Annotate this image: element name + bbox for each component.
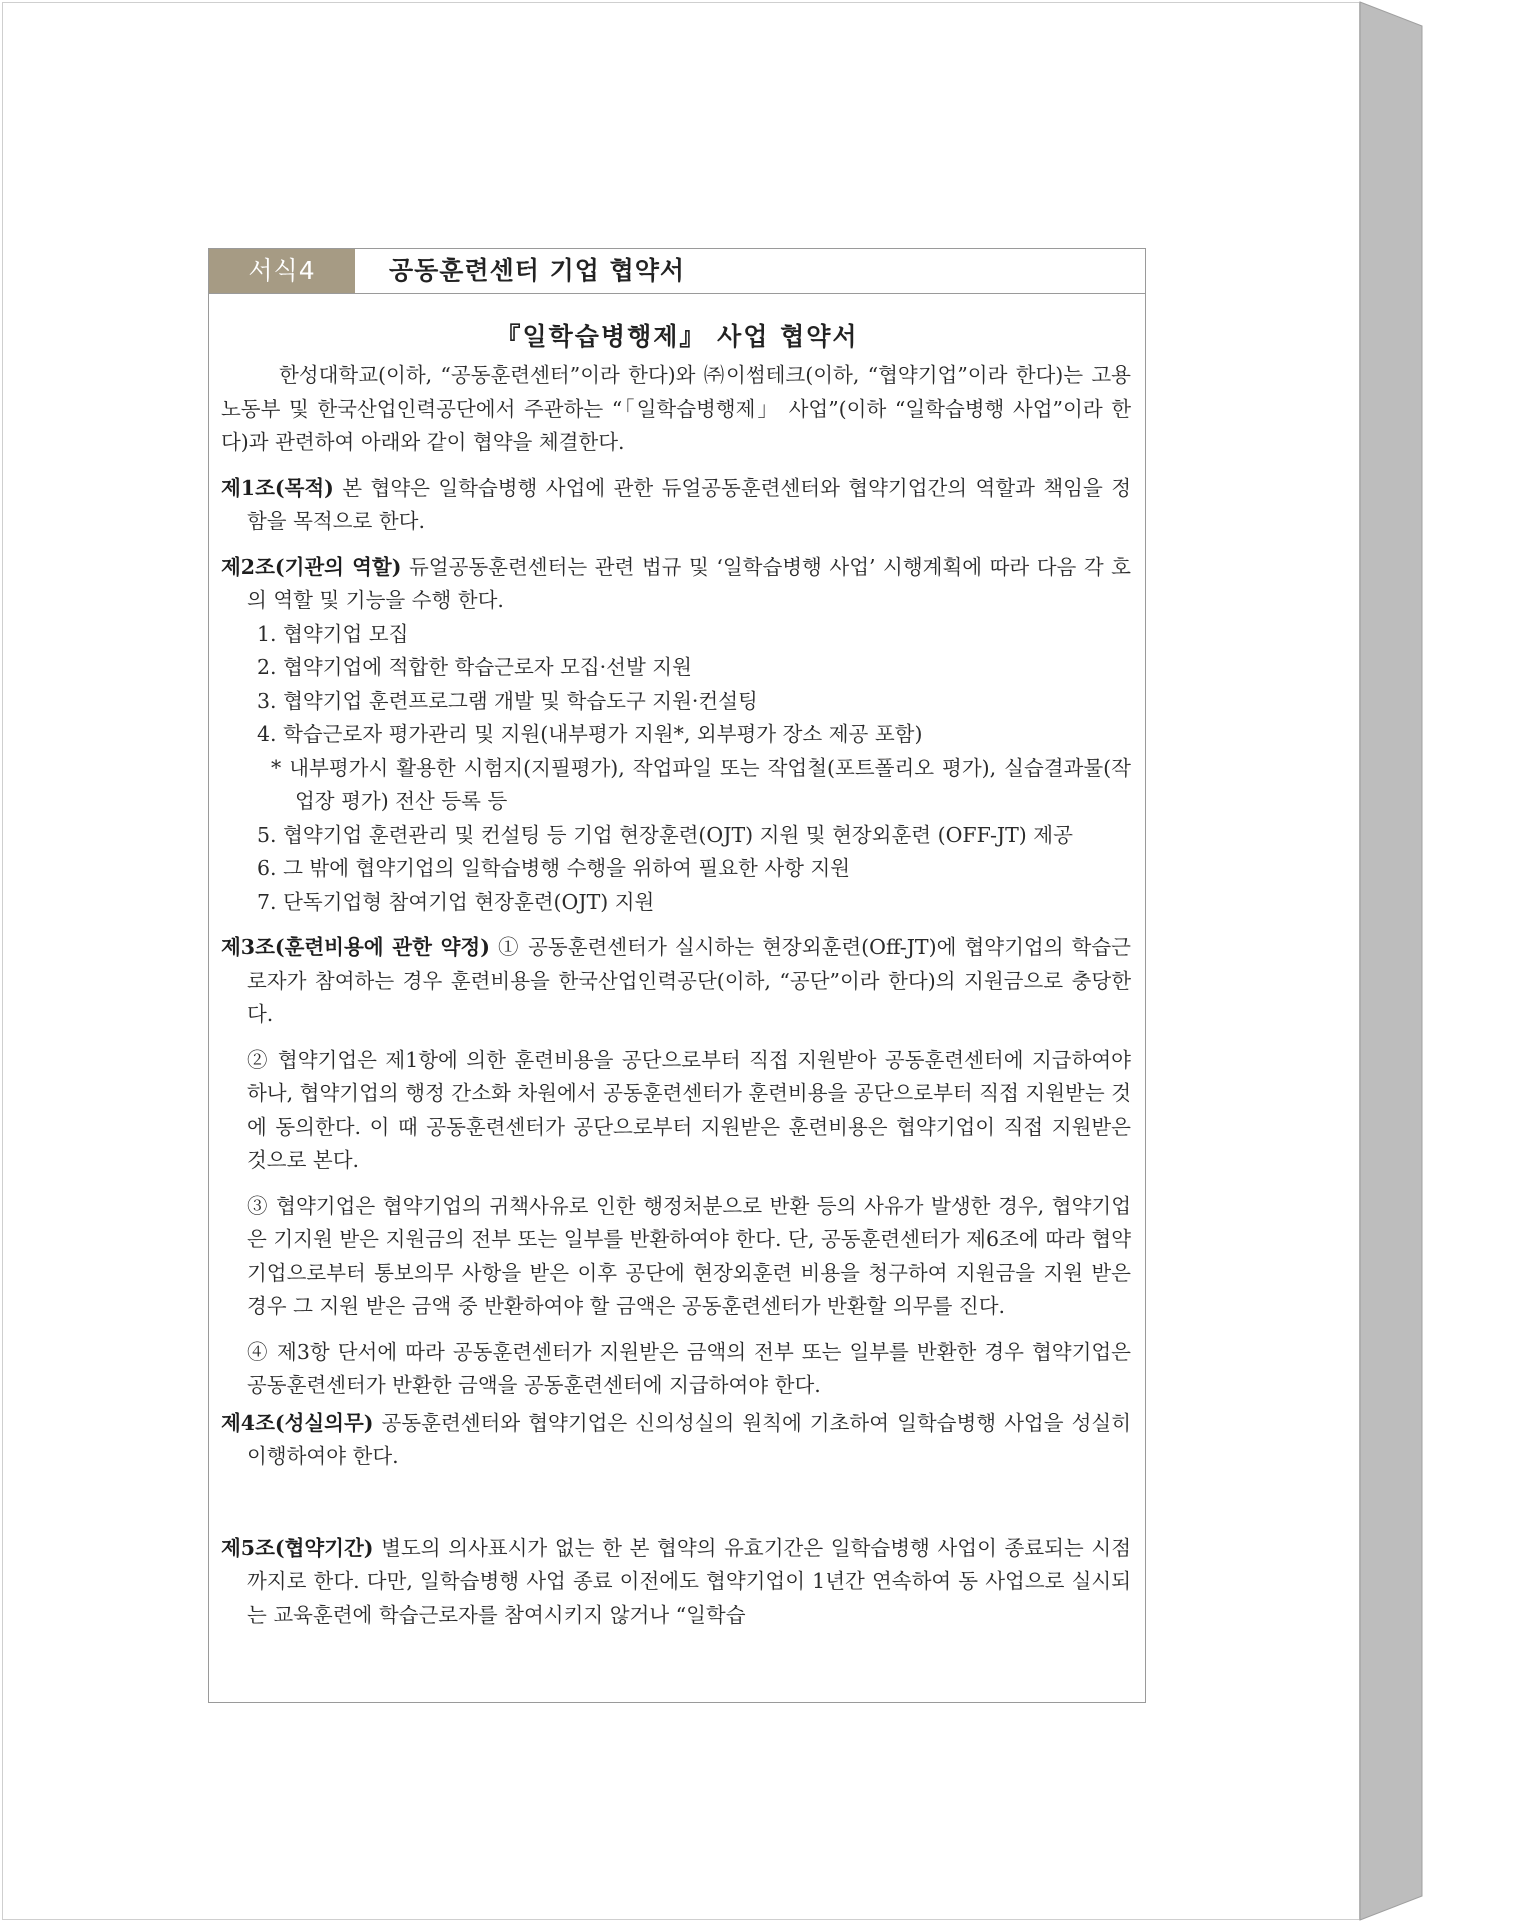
article-3-clause-2: ② 협약기업은 제1항에 의한 훈련비용을 공단으로부터 직접 지원받아 공동훈련센터에 지급하여야 하나, 협약기업의 행정 간소화 차원에서 공동훈련센터가 훈련비용을 공단으로부터 직접 지원받는 것에 동의한다. 이 때 공동훈련센터가 공단으로부터 지원받은 훈련비용은 협약기업이 직접 지원받은 것으로 본다.: [247, 1047, 1131, 1172]
article-1-heading: 제1조(목적): [221, 475, 334, 500]
article-2-heading: 제2조(기관의 역할): [221, 554, 402, 579]
article-2-footnote: * 내부평가시 활용한 시험지(지필평가), 작업파일 또는 작업철(포트폴리오 평가), 실습결과물(작업장 평가) 전산 등록 등: [271, 755, 1131, 813]
article-1-text: 본 협약은 일학습병행 사업에 관한 듀얼공동훈련센터와 협약기업간의 역할과 책임을 정함을 목적으로 한다.: [247, 475, 1131, 533]
list-item: 1. 협약기업 모집: [257, 621, 409, 646]
article-5-text: 별도의 의사표시가 없는 한 본 협약의 유효기간은 일학습병행 사업이 종료되는 시점까지로 한다. 다만, 일학습병행 사업 종료 이전에도 협약기업이 1년간 연속하여 동 사업으로 실시되는 교육훈련에 학습근로자를 참여시키지 않거나 “일학습: [247, 1535, 1131, 1627]
article-3-text: ① 공동훈련센터가 실시하는 현장외훈련(Off-JT)에 협약기업의 학습근로자가 참여하는 경우 훈련비용을 한국산업인력공단(이하, “공단”이라 한다)의 지원금으로 충당한다.: [247, 935, 1131, 1026]
article-4-text: 공동훈련센터와 협약기업은 신의성실의 원칙에 기초하여 일학습병행 사업을 성실히 이행하여야 한다.: [247, 1410, 1131, 1468]
list-item: 2. 협약기업에 적합한 학습근로자 모집·선발 지원: [257, 655, 692, 679]
article-4-heading: 제4조(성실의무): [221, 1410, 374, 1435]
form-title: 공동훈련센터 기업 협약서: [389, 256, 686, 285]
list-item: 7. 단독기업형 참여기업 현장훈련(OJT) 지원: [257, 889, 655, 914]
article-2-text: 듀얼공동훈련센터는 관련 법규 및 ‘일학습병행 사업’ 시행계획에 따라 다음 각 호의 역할 및 기능을 수행 한다.: [247, 554, 1131, 612]
intro-paragraph: 한성대학교(이하, “공동훈련센터”이라 한다)와 ㈜이썸테크(이하, “협약기업”이라 한다)는 고용노동부 및 한국산업인력공단에서 주관하는 “「일학습병행제」 사업”(이하 “일학습병행 사업”이라 한다)과 관련하여 아래와 같이 협약을 체결한다.: [221, 363, 1131, 454]
page-edge-side: [1360, 2, 1422, 1920]
list-item: 5. 협약기업 훈련관리 및 컨설팅 등 기업 현장훈련(OJT) 지원 및 현장외훈련 (OFF-JT) 제공: [257, 822, 1073, 847]
list-item: 3. 협약기업 훈련프로그램 개발 및 학습도구 지원·컨설팅: [257, 688, 758, 713]
document-title: 『일학습병행제』 사업 협약서: [495, 322, 859, 351]
list-item: 6. 그 밖에 협약기업의 일학습병행 수행을 위하여 필요한 사항 지원: [257, 856, 851, 880]
article-3-clause-3: ③ 협약기업은 협약기업의 귀책사유로 인한 행정처분으로 반환 등의 사유가 발생한 경우, 협약기업은 기지원 받은 지원금의 전부 또는 일부를 반환하여야 한다. 단, 공동훈련센터가 제6조에 따라 협약기업으로부터 통보의무 사항을 받은 이후 공단에 현장외훈련 비용을 청구하여 지원금을 지원 받은 경우 그 지원 받은 금액 중 반환하여야 할 금액은 공동훈련센터가 반환할 의무를 진다.: [247, 1193, 1131, 1318]
article-3-clause-4: ④ 제3항 단서에 따라 공동훈련센터가 지원받은 금액의 전부 또는 일부를 반환한 경우 협약기업은 공동훈련센터가 반환한 금액을 공동훈련센터에 지급하여야 한다.: [247, 1339, 1131, 1397]
article-3-heading: 제3조(훈련비용에 관한 약정): [221, 935, 490, 959]
form-tag: 서식4: [209, 249, 355, 293]
list-item: 4. 학습근로자 평가관리 및 지원(내부평가 지원*, 외부평가 장소 제공 포함): [257, 722, 923, 746]
article-5-heading: 제5조(협약기간): [221, 1535, 374, 1560]
